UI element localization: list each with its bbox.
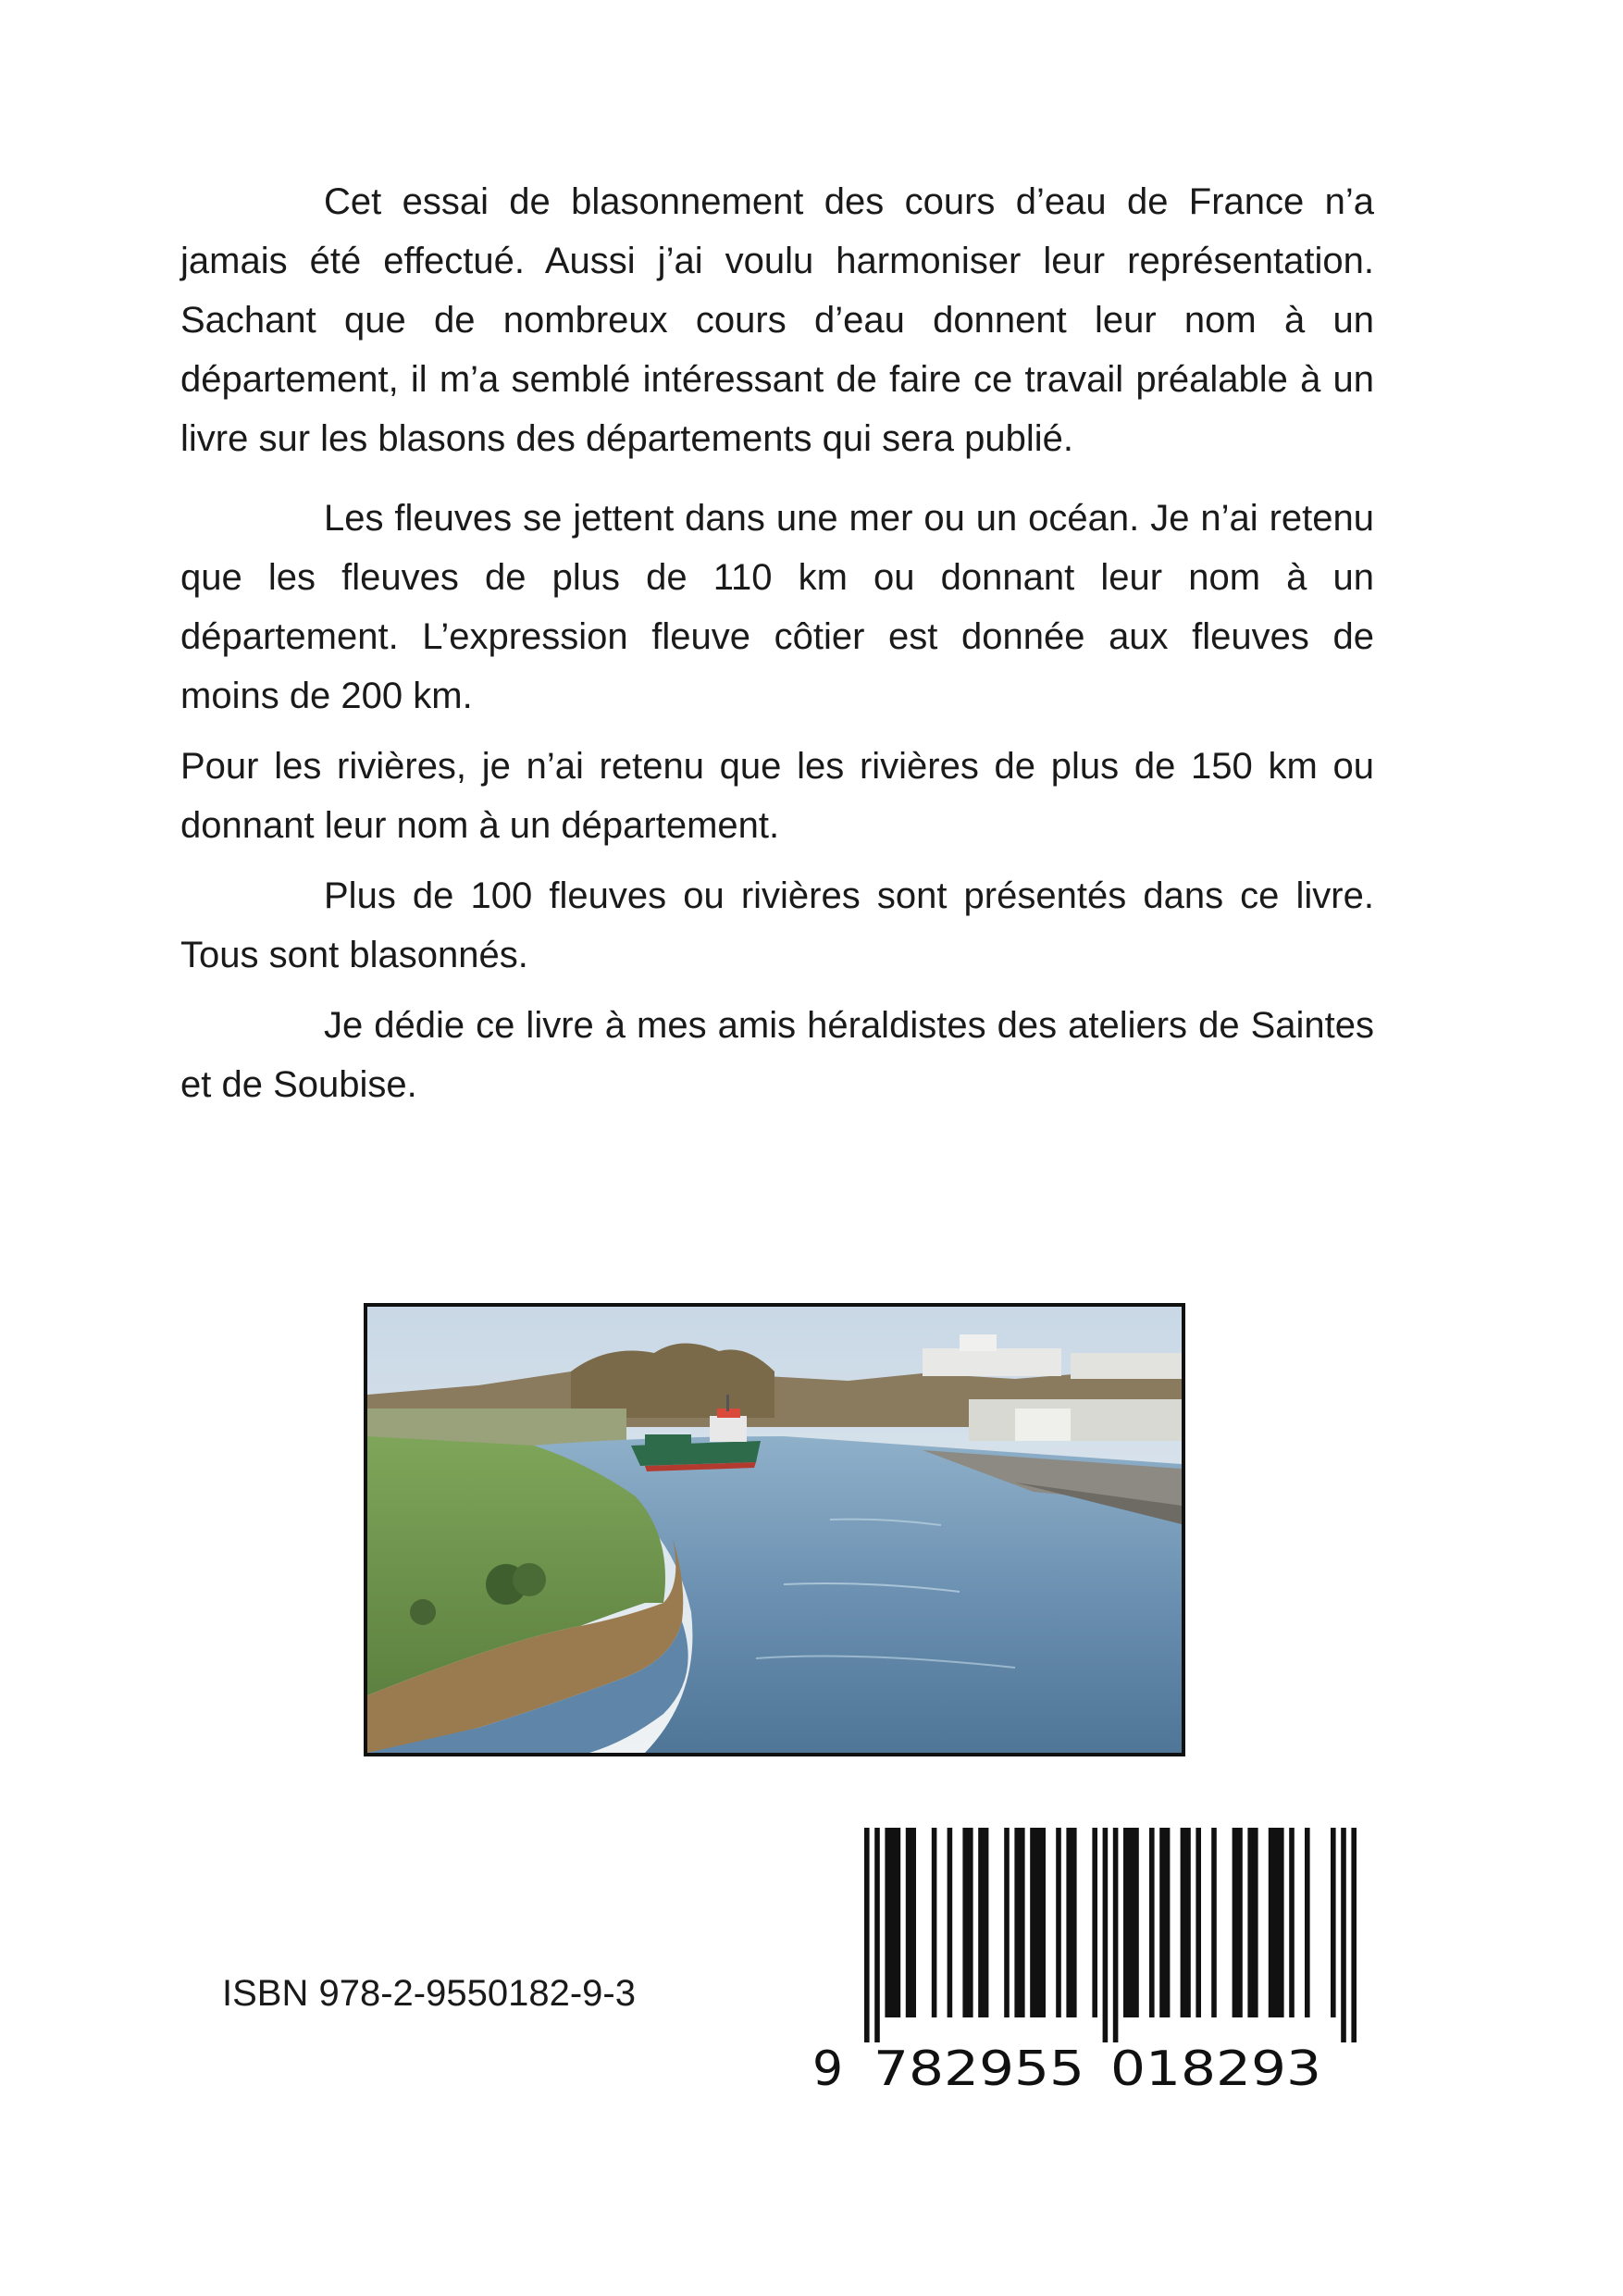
barcode-bar [962,1828,973,2017]
barcode-bar [948,1828,953,2017]
isbn-label: ISBN 978-2-9550182-9-3 [222,1973,636,2014]
barcode-bar [1196,1828,1201,2017]
back-cover-text [180,172,1374,1114]
barcode-bar [1004,1828,1010,2017]
barcode-right-digits: 018293 [1110,2042,1321,2097]
barcode-first-digit: 9 [812,2042,844,2097]
barcode-bar [1211,1828,1217,2017]
barcode-bar [1269,1828,1284,2017]
barcode-bar [1351,1828,1357,2042]
barcode-bar [1113,1828,1119,2042]
barcode-bar [1181,1828,1191,2017]
barcode-bar [1014,1828,1024,2017]
barcode-bar [1056,1828,1061,2017]
barcode-bar [1305,1828,1310,2017]
paragraph-intro: Cet essai de blasonnement des cours d’eau de France n’a jamais été effectué. Aussi j’ai voulu harmoniser leur représentation. Sachant que de nombreux cours d’eau donnent leur nom à un département, il m’a semblé intéressant de faire ce travail préalable à un livre sur les blasons des départements qui sera publié. [180,181,1374,459]
barcode-bar [1103,1828,1109,2042]
barcode-left-digits: 782955 [873,2042,1084,2097]
paragraph-dedication: Je dédie ce livre à mes amis héraldistes des ateliers de Saintes et de Soubise. [180,1005,1374,1105]
barcode-bar [885,1828,900,2017]
barcode-bar [1341,1828,1346,2042]
barcode-bar [1066,1828,1076,2017]
river-photo [364,1303,1185,1756]
barcode-bar [1159,1828,1170,2017]
paragraph-rivieres: Pour les rivières, je n’ai retenu que les rivières de plus de 150 km ou donnant leur nom à un département. [180,746,1374,846]
barcode-bar [874,1828,880,2042]
barcode-bar [1030,1828,1046,2017]
paragraph-count: Plus de 100 fleuves ou rivières sont présentés dans ce livre. Tous sont blasonnés. [180,875,1374,975]
barcode-bar [1233,1828,1243,2017]
barcode-bar [1247,1828,1258,2017]
paragraph-fleuves: Les fleuves se jettent dans une mer ou un océan. Je n’ai retenu que les fleuves de plus de 110 km ou donnant leur nom à un département. L’expression fleuve côtier est donnée aux fleuves de moins de 200 km. [180,498,1374,716]
barcode-bar [932,1828,937,2017]
barcode-bar [1149,1828,1155,2017]
barcode [805,1828,1369,2105]
barcode-bar [1092,1828,1097,2017]
barcode-bar [906,1828,916,2017]
river-landscape-image [367,1307,1182,1753]
ean13-barcode-graphic [805,1828,1369,2105]
barcode-bar [1123,1828,1139,2017]
barcode-bar [1331,1828,1336,2017]
barcode-bar [1289,1828,1295,2017]
barcode-bar [864,1828,870,2042]
barcode-bar [978,1828,988,2017]
